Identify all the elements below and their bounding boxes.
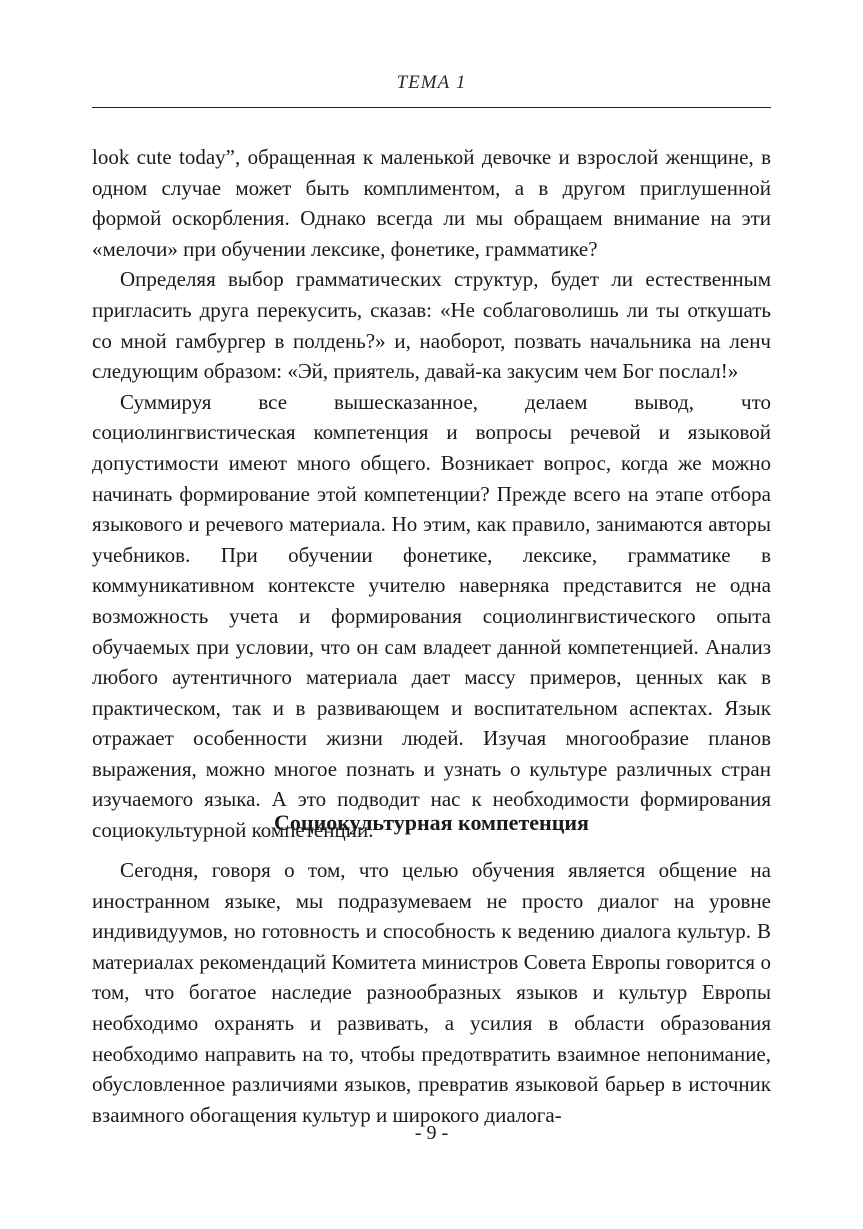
paragraph-continuation: look cute today”, обращенная к маленькой девочке и взрослой женщине, в одном случае может быть комплиментом, а в другом приглушенной формой оскорбления. Однако всегда ли мы обращаем внимание на эти «мелочи» при обучении лексике, фонетике, грамматике? [92,145,771,261]
paragraph-summary: Суммируя все вышесказанное, делаем вывод, что социолингвистическая компетенция и вопросы речевой и языковой допустимости имеют много общего. Возникает вопрос, когда же можно начинать формирование этой компетенции? Прежде всего на этапе отбора языкового и речевого материала. Но этим, как правило, занимаются авторы учебников. При обучении фонетике, лексике, грамматике в коммуникативном контексте учителю наверняка представится не одна возможность учета и формирования социолингвистического опыта обучаемых при условии, что он сам владеет данной компетенцией. Анализ любого аутентичного материала дает массу примеров, ценных как в практическом, так и в развивающем и воспитательном аспектах. Язык отражает особенности жизни людей. Изучая многообразие планов выражения, можно многое познать и узнать о культуре различных стран изучаемого языка. А это подводит нас к необходимости формирования социокультурной компетенции. [92,389,771,843]
page-number: - 9 - [414,1122,449,1144]
section-2-body [92,855,771,1130]
section-1-body [92,142,771,846]
section-heading: Социокультурная компетенция [274,810,589,835]
running-header: ТЕМА 1 [396,72,467,93]
paragraph-grammar-structures: Определяя выбор грамматических структур, будет ли естественным пригласить друга перекусить, сказав: «Не соблаговолишь ли ты откушать со мной гамбургер в полдень?» и, наоборот, позвать начальника на ленч следующим образом: «Эй, приятель, давай-ка закусим чем Бог послал!» [92,267,771,384]
header-rule [92,107,771,108]
paragraph-dialogue-of-cultures: Сегодня, говоря о том, что целью обучения является общение на иностранном языке, мы подразумеваем не просто диалог на уровне индивидуумов, но готовность и способность к ведению диалога культур. В материалах рекомендаций Комитета министров Совета Европы говорится о том, что богатое наследие разнообразных языков и культур Европы необходимо охранять и развивать, а усилия в области образования необходимо направить на то, чтобы предотвратить взаимное непонимание, обусловленное различиями языков, превратив языковой барьер в источник взаимного обогащения культур и широкого диалога- [92,858,771,1127]
